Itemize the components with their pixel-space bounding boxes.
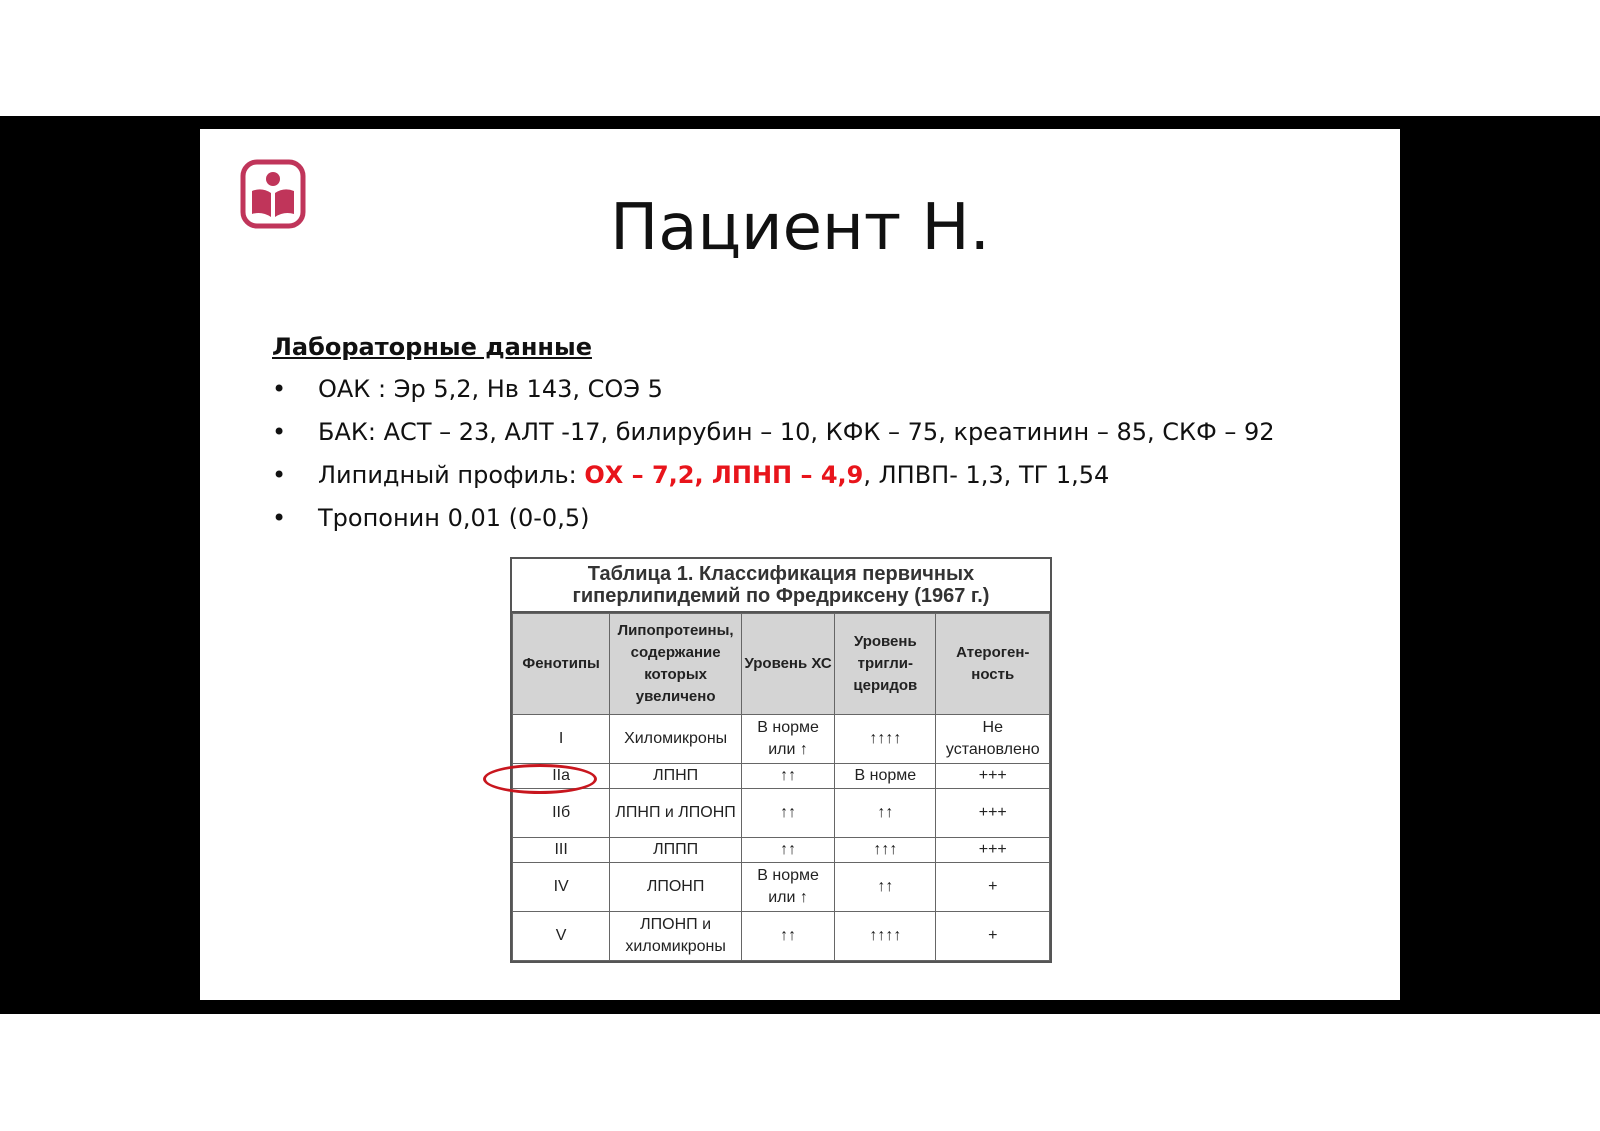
slide	[200, 129, 1400, 1000]
table-cell: ЛПНП и ЛПОНП	[610, 789, 742, 838]
table-header-row	[513, 614, 1050, 715]
highlight-ellipse	[483, 764, 597, 794]
table-cell: ↑↑↑↑	[835, 715, 936, 764]
lab-data-list	[272, 373, 1275, 545]
table-cell: +++	[936, 789, 1050, 838]
column-header: Липопротеины, содержание которых увеличено	[610, 614, 742, 715]
table-cell: ↑↑	[835, 789, 936, 838]
table-cell: В норме или ↑	[741, 715, 834, 764]
table-cell: ↑↑	[741, 789, 834, 838]
bullet-text: , ЛПВП- 1,3, ТГ 1,54	[863, 461, 1110, 489]
highlighted-lipid-values: ОХ – 7,2, ЛПНП – 4,9	[584, 461, 864, 489]
table-cell: IIa	[513, 764, 610, 789]
table-cell: ↑↑	[741, 838, 834, 863]
column-header: Фенотипы	[513, 614, 610, 715]
slide-title: Пациент Н.	[610, 191, 990, 265]
table-cell: V	[513, 912, 610, 961]
table-cell: В норме	[835, 764, 936, 789]
table-cell: В норме или ↑	[741, 863, 834, 912]
table-cell: ↑↑	[741, 764, 834, 789]
table-cell: IV	[513, 863, 610, 912]
list-item	[272, 416, 1275, 459]
table-row	[513, 715, 1050, 764]
list-item	[272, 373, 1275, 416]
table-cell: I	[513, 715, 610, 764]
table-cell: IIб	[513, 789, 610, 838]
table-cell: Хиломикроны	[610, 715, 742, 764]
bullet-text: Тропонин 0,01 (0-0,5)	[318, 504, 590, 532]
table-cell: Не установлено	[936, 715, 1050, 764]
bullet-text: Липидный профиль:	[318, 461, 585, 489]
bullet-text: БАК: АСТ – 23, АЛТ -17, билирубин – 10, КФК – 75, креатинин – 85, СКФ – 92	[318, 418, 1275, 446]
fredrickson-table	[510, 557, 1052, 963]
table-cell: ЛППП	[610, 838, 742, 863]
table-cell: ЛПОНП	[610, 863, 742, 912]
table-cell: ↑↑↑	[835, 838, 936, 863]
table-cell: +++	[936, 838, 1050, 863]
table-caption	[512, 559, 1050, 613]
table-row	[513, 863, 1050, 912]
section-heading: Лабораторные данные	[272, 333, 592, 361]
table-caption-line: гиперлипидемий по Фредриксену (1967 г.)	[572, 585, 990, 607]
classification-table	[512, 613, 1050, 961]
table-caption-line: Таблица 1. Классификация первичных	[587, 563, 975, 585]
table-row	[513, 789, 1050, 838]
table-cell: +++	[936, 764, 1050, 789]
bullet-text: ОАК : Эр 5,2, Нв 143, СОЭ 5	[318, 375, 663, 403]
list-item	[272, 502, 1275, 545]
table-cell: ЛПНП	[610, 764, 742, 789]
table-cell: ↑↑	[741, 912, 834, 961]
list-item	[272, 459, 1275, 502]
table-cell: +	[936, 912, 1050, 961]
column-header: Уровень тригли-церидов	[835, 614, 936, 715]
column-header: Атероген-ность	[936, 614, 1050, 715]
table-cell: +	[936, 863, 1050, 912]
table-cell: ↑↑	[835, 863, 936, 912]
table-row	[513, 912, 1050, 961]
table-cell: ЛПОНП и хиломикроны	[610, 912, 742, 961]
table-row	[513, 838, 1050, 863]
column-header: Уровень ХС	[741, 614, 834, 715]
table-cell: ↑↑↑↑	[835, 912, 936, 961]
table-cell: III	[513, 838, 610, 863]
